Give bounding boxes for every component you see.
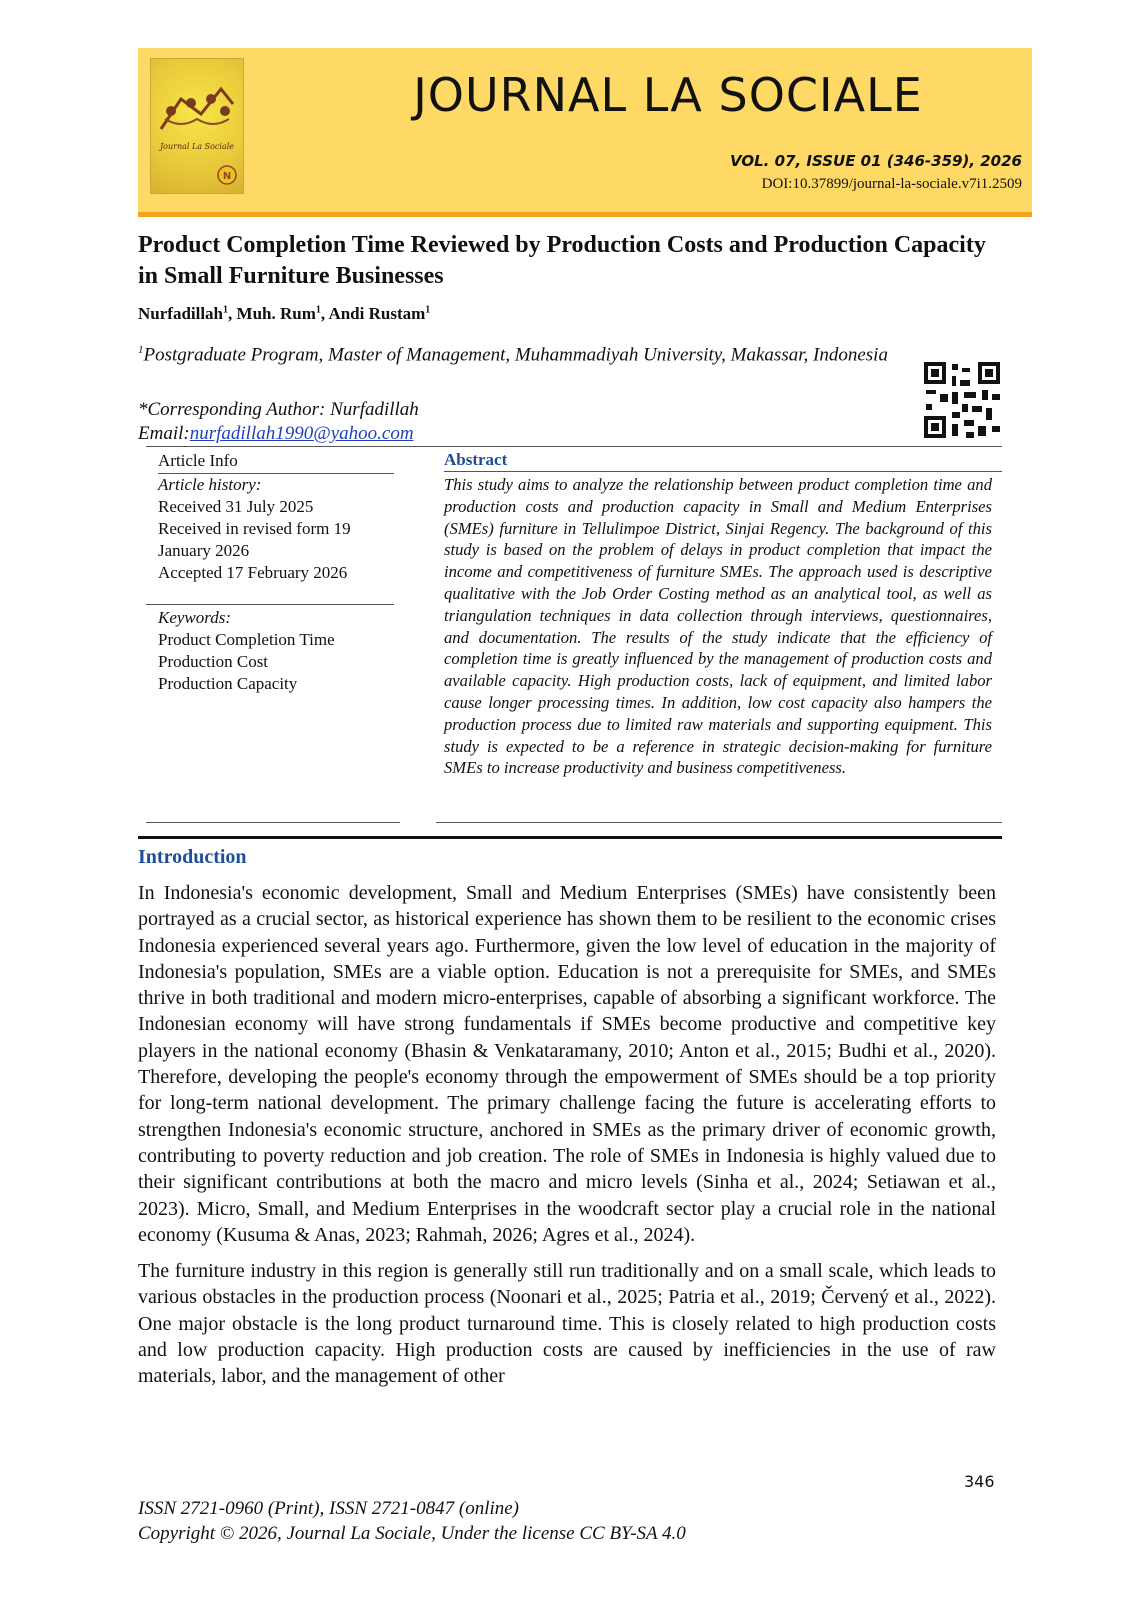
received-date: Received 31 July 2025 (158, 497, 314, 516)
history-label: Article history: (158, 475, 262, 494)
svg-text:N: N (222, 171, 232, 182)
section-divider (138, 836, 1002, 839)
keyword: Production Cost (158, 652, 269, 671)
divider (436, 822, 1002, 823)
article-info (158, 450, 394, 695)
keyword: Production Capacity (158, 674, 298, 693)
paragraph: The furniture industry in this region is generally still run traditionally and on a small scale, which leads to various obstacles in the production process (Noonari et al., 2025; Patria et al., 2019; Červený et al., 2022). One major obstacle is the long product turnaround time. This is closely related to high production costs and low production capacity. High production costs are caused by inefficiencies in the use of raw materials, labor, and the management of other (138, 1260, 996, 1388)
journal-header-banner (138, 48, 1032, 217)
copyright: Copyright © 2026, Journal La Sociale, Under the license CC BY-SA 4.0 (138, 1523, 686, 1544)
author-name: Muh. Rum (236, 304, 316, 323)
revised-date: Received in revised form 19 January 2026 (158, 519, 351, 560)
divider (146, 446, 1002, 447)
svg-text:Journal La Sociale: Journal La Sociale (159, 142, 235, 151)
email-link[interactable]: nurfadillah1990@yahoo.com (189, 423, 414, 444)
page-footer (138, 1496, 686, 1546)
journal-logo-icon (150, 58, 244, 194)
introduction-body (138, 880, 996, 1400)
article-info-heading: Article Info (158, 450, 394, 474)
abstract-text: This study aims to analyze the relationship between product completion time and production costs and production capacity in Small and Medium Enterprises (SMEs) furniture in Tellulimpoe District, Sinjai Regency. The background of this study is based on the problem of delays in product completion that impact the income and competitiveness of furniture SMEs. The approach used is descriptive qualitative with the Job Order Costing method as an analytical tool, as well as triangulation techniques in data collection through interviews, questionnaires, and documentation. The results of the study indicate that the efficiency of completion time is greatly influenced by the management of production costs and available capacity. High production costs, lack of equipment, and limited labor cause longer processing times. In addition, low cost capacity also hampers the production process due to limited raw materials and supporting equipment. This study is expected to be a reference in strategic decision-making for furniture SMEs to increase productivity and business competitiveness. (444, 475, 992, 778)
issn: ISSN 2721-0960 (Print), ISSN 2721-0847 (online) (138, 1498, 520, 1519)
author-name: Nurfadillah (138, 304, 224, 323)
author-name: Andi Rustam (328, 304, 426, 323)
accepted-date: Accepted 17 February 2026 (158, 563, 348, 582)
journal-title: JOURNAL LA SOCIALE (413, 68, 923, 122)
keyword: Product Completion Time (158, 630, 335, 649)
divider (146, 604, 394, 605)
corresponding-author: *Corresponding Author: Nurfadillah Email:nurfadillah1990@yahoo.com (138, 399, 419, 444)
volume-issue: VOL. 07, ISSUE 01 (346-359), 2026 (730, 152, 1022, 170)
page-number: 346 (964, 1472, 995, 1491)
qr-code-icon (922, 360, 1002, 440)
affiliation: $^1$Postgraduate Program, Master of Management, Muhammadiyah University, Makassar, Indonesia (138, 344, 888, 366)
divider (146, 822, 400, 823)
doi-link[interactable]: DOI:10.37899/journal-la-sociale.v7i1.2509 (761, 176, 1022, 192)
paragraph: In Indonesia's economic development, Small and Medium Enterprises (SMEs) have consistently been portrayed as a crucial sector, as historical experience has shown them to be resilient to the economic crises Indonesia experienced several years ago. Furthermore, given the low level of education in the majority of Indonesia's population, SMEs are a viable option. Education is not a prerequisite for SMEs, and SMEs thrive in both traditional and modern micro-enterprises, capable of absorbing a significant workforce. The Indonesian economy will have strong fundamentals if SMEs become productive and competitive key players in the national economy (Bhasin & Venkataramany, 2010; Anton et al., 2015; Budhi et al., 2020). Therefore, developing the people's economy through the empowerment of SMEs should be a top priority for long-term national development. The primary challenge facing the future is accelerating efforts to strengthen Indonesia's economic structure, anchored in SMEs as the primary driver of economic growth, contributing to poverty reduction and job creation. The role of SMEs in Indonesia is highly valued due to their significant contributions at both the macro and micro levels (Sinha et al., 2024; Setiawan et al., 2023). Micro, Small, and Medium Enterprises in the woodcraft sector play a crucial role in the national economy (Kusuma & Anas, 2023; Rahmah, 2026; Agres et al., 2024). (138, 882, 996, 1246)
paper-title: Product Completion Time Reviewed by Production Costs and Production Capacity in Small Furniture Businesses (138, 232, 986, 289)
abstract-heading: Abstract (444, 450, 1002, 472)
keywords-label: Keywords: (158, 608, 232, 627)
author-list: Nurfadillah$^1$, Muh. Rum$^1$, Andi Rustam$^1$ (138, 304, 431, 323)
introduction-heading: Introduction (138, 846, 247, 868)
